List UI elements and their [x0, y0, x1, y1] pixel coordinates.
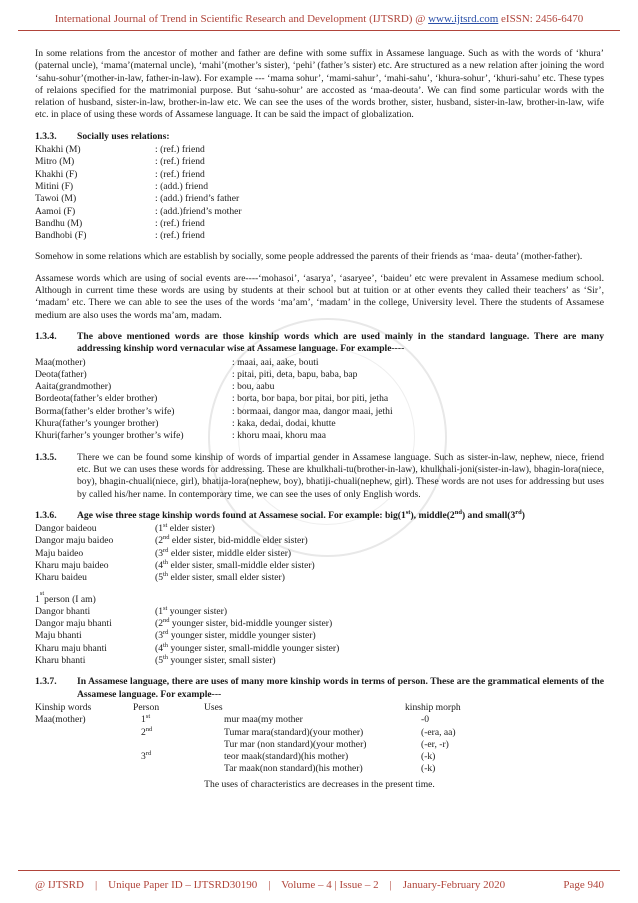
elder-sister-list: [35, 523, 604, 584]
list-item: [35, 523, 604, 535]
ordinal-sup: nd: [163, 616, 170, 624]
definition: (4th elder sister, small-middle elder sister): [155, 558, 315, 571]
morph-cell: (-era, aa): [421, 726, 456, 738]
definition: (4th younger sister, small-middle younger sister): [155, 641, 340, 654]
definition: (3rd elder sister, middle elder sister): [155, 546, 292, 559]
column-header: Kinship words: [35, 701, 92, 713]
ordinal: 2: [158, 618, 163, 630]
issn: eISSN: 2456-6470: [501, 13, 584, 25]
definition: : (ref.) friend: [155, 144, 205, 156]
section-title: Socially uses relations:: [77, 130, 170, 142]
list-item: [35, 181, 604, 193]
list-item: [35, 381, 604, 393]
gloss: younger sister, middle younger sister): [168, 630, 316, 642]
term: Kharu baideu: [35, 572, 87, 584]
term: Maju baideo: [35, 547, 84, 559]
person-label: [35, 589, 604, 606]
footer-rule: [18, 870, 620, 871]
term: Maa(mother): [35, 356, 86, 368]
ordinal: 3: [158, 630, 163, 642]
ordinal-sup: th: [163, 571, 169, 579]
definition: : (add.) friend’s father: [155, 193, 240, 205]
section-heading-134: [35, 331, 604, 356]
gloss: younger sister, bid-middle younger sister): [169, 618, 333, 630]
kinship-cell: [35, 739, 133, 751]
term: Khuri(farher’s younger brother’s wife): [35, 430, 184, 442]
term: Mitini (F): [35, 180, 74, 192]
kinship-cell: [35, 751, 133, 763]
ordinal-sup: st: [405, 508, 411, 516]
spacer: [35, 585, 604, 594]
definition: : khoru maai, khoru maa: [232, 430, 327, 442]
term: Bordeota(father’s elder brother): [35, 393, 158, 405]
gloss: younger sister, small-middle younger sister): [168, 642, 340, 654]
ordinal-sup: st: [163, 604, 168, 612]
spacer: [35, 242, 604, 251]
morph-cell: (-k): [421, 763, 436, 775]
list-item: [35, 169, 604, 181]
section-135: [35, 452, 604, 501]
definition: : maai, aai, aake, bouti: [232, 356, 319, 368]
list-item: [35, 406, 604, 418]
definition: : (ref.) friend: [155, 168, 205, 180]
ordinal-sup: st: [163, 521, 168, 529]
header-rule: [18, 30, 620, 31]
ordinal: 1: [158, 605, 163, 617]
term: Dangor maju baideo: [35, 535, 114, 547]
gloss: elder sister, small-middle elder sister): [168, 559, 315, 571]
table-row: [35, 751, 604, 763]
ordinal: 5: [158, 655, 163, 667]
ordinal: 2: [141, 726, 146, 738]
person-cell: [133, 714, 204, 726]
footer-meta: @ IJTSRD | Unique Paper ID – IJTSRD30190 | Volume – 4 | Issue – 2 | January-February 2020: [35, 879, 506, 891]
kinship-cell: [35, 727, 133, 739]
kinship-cell: [35, 763, 133, 775]
list-item: [35, 369, 604, 381]
term: Bandhu (M): [35, 217, 83, 229]
column-header: Person: [133, 701, 160, 713]
page-number: Page 940: [563, 879, 604, 891]
list-item: [35, 230, 604, 242]
list-item: [35, 193, 604, 205]
section-number: 1.3.4.: [35, 330, 57, 342]
section-title: The above mentioned words are those kinship words which are used mainly in the standard language. There are many addressing kinship word vernacular wise at Assamese language. For example----: [77, 330, 604, 355]
definition: : pitai, piti, deta, bapu, baba, bap: [232, 368, 358, 380]
section-number: 1.3.6.: [35, 509, 57, 521]
person-cell: [133, 763, 204, 775]
uses-cell: Tur mar (non standard)(your mother): [224, 738, 367, 750]
table-row: [35, 727, 604, 739]
section-title: [77, 510, 604, 522]
section-heading-136: [35, 510, 604, 522]
column-header: Uses: [204, 701, 223, 713]
gloss: younger sister, small sister): [168, 655, 276, 667]
section-title: In Assamese language, there are uses of many more kinship words in terms of person. These are the grammatical elements of the Assamese language. For example---: [77, 676, 604, 700]
ordinal-sup: rd: [163, 546, 169, 554]
list-item: [35, 206, 604, 218]
list-item: [35, 430, 604, 442]
column-header: kinship morph: [405, 701, 461, 713]
gloss: elder sister, bid-middle elder sister): [169, 535, 308, 547]
list-item: [35, 144, 604, 156]
ordinal-sup: nd: [145, 725, 153, 733]
ordinal-sup: th: [163, 558, 169, 566]
uses-cell: Tumar mara(standard)(your mother): [224, 726, 364, 738]
table-row: [35, 739, 604, 751]
list-item: [35, 630, 604, 642]
definition: : (ref.) friend: [155, 217, 205, 229]
morph-cell: (-k): [421, 751, 436, 763]
ordinal-sup: nd: [163, 534, 170, 542]
definition: (5th elder sister, small elder sister): [155, 571, 285, 584]
section-number: 1.3.5.: [35, 451, 57, 463]
uses-cell: mur maa(my mother: [224, 714, 303, 726]
title-part: ), middle(2: [410, 509, 455, 521]
term: Mitro (M): [35, 156, 75, 168]
definition: : borta, bor bapa, bor pitai, bor piti, jetha: [232, 393, 389, 405]
spacer: [35, 667, 604, 676]
person-text: person (I am): [44, 593, 96, 605]
ordinal: 1: [158, 523, 163, 535]
list-item: [35, 357, 604, 369]
section-heading-137: [35, 676, 604, 701]
ordinal: 1: [141, 714, 146, 726]
morph-cell: -0: [421, 714, 429, 726]
ordinal: 5: [158, 572, 163, 584]
definition: : (add.)friend’s mother: [155, 205, 242, 217]
person-cell: [133, 727, 204, 739]
social-paragraph-2: Assamese words which are using of social events are----‘mohasoi’, ‘asarya’, ‘asaryee’, ‘baideu’ etc were prevalent in Assamese medium school. Although in current time these words are using by students at their school but at tuition or at other events they called their teachers’ as ‘Sir’, ‘madam’ etc. There we can able to see the uses of the words ‘ma’am’, ‘madam’ in the college, University level. There the students of Assamese medium are also uses the words ma’am, madam.: [35, 272, 604, 321]
section-135-text: There we can be found some kinship of words of impartial gender in Assamese language. Such as sister-in-law, nephew, niece, friend etc. But we can uses these words for addressing. These are khulkhali-tu(brother-in-law), khulkhali-joni(sister-in-law), bhagin-lora(niece, boy), bhagin-chuali(niece, girl), bhatija-lora(nephew, boy), bhatiji-chuali(nephew, girl). These words are not uses for addressing but uses by called his/her name. In contemporary time, we can see the uses of only English words.: [77, 451, 604, 500]
ordinal-sup: rd: [515, 508, 522, 516]
person-cell: [133, 751, 204, 763]
title-part: ) and small(3: [461, 509, 516, 521]
list-item: [35, 572, 604, 584]
person-cell: [133, 739, 204, 751]
uses-cell: Tar maak(non standard)(his mother): [224, 763, 363, 775]
ordinal: 2: [158, 535, 163, 547]
table-row: [35, 714, 604, 726]
table-header-row: [35, 702, 604, 714]
term: Dangor maju bhanti: [35, 618, 112, 630]
list-item: [35, 218, 604, 230]
younger-sister-list: [35, 606, 604, 667]
ordinal: 4: [158, 642, 163, 654]
social-relations-list: [35, 144, 604, 242]
definition: : kaka, dedai, dodai, khutte: [232, 418, 336, 430]
term: Tawoi (M): [35, 193, 77, 205]
term: Deota(father): [35, 368, 87, 380]
list-item: [35, 643, 604, 655]
table-row: [35, 763, 604, 775]
morph-cell: (-er, -r): [421, 738, 449, 750]
list-item: [35, 418, 604, 430]
gloss: elder sister, small elder sister): [168, 572, 285, 584]
ordinal-sup: th: [163, 653, 169, 661]
list-item: [35, 393, 604, 405]
ordinal-sup: st: [145, 713, 151, 721]
list-item: [35, 655, 604, 667]
list-item: [35, 548, 604, 560]
definition: : (ref.) friend: [155, 156, 205, 168]
ordinal-sup: th: [163, 641, 169, 649]
definition: (1st younger sister): [155, 604, 228, 617]
ordinal: 3: [158, 547, 163, 559]
term: Khura(father’s younger brother): [35, 418, 159, 430]
ordinal: 4: [158, 559, 163, 571]
journal-url-link[interactable]: www.ijtsrd.com: [428, 13, 499, 25]
title-part: ): [521, 509, 525, 521]
term: Khakhi (F): [35, 168, 78, 180]
ordinal-sup: rd: [163, 629, 169, 637]
list-item: [35, 606, 604, 618]
list-item: [35, 156, 604, 168]
term: Khakhi (M): [35, 144, 81, 156]
term: Maju bhanti: [35, 630, 82, 642]
term: Bandhobi (F): [35, 230, 87, 242]
ordinal-sup: nd: [454, 508, 462, 516]
ordinal-sup: rd: [145, 749, 152, 757]
definition: (2nd younger sister, bid-middle younger sister): [155, 616, 333, 630]
definition: (2nd elder sister, bid-middle elder sister): [155, 534, 308, 547]
term: Kharu maju bhanti: [35, 642, 107, 654]
definition: : bou, aabu: [232, 381, 275, 393]
journal-name: International Journal of Trend in Scientific Research and Development (IJTSRD) @: [54, 13, 426, 25]
article-body: [35, 48, 604, 791]
term: Aamoi (F): [35, 205, 76, 217]
spacer: [35, 443, 604, 452]
section-heading-133: [35, 131, 604, 143]
section-number: 1.3.7.: [35, 676, 57, 688]
definition: (3rd younger sister, middle younger sister): [155, 629, 316, 642]
running-footer: [35, 879, 604, 891]
gloss: younger sister): [167, 605, 228, 617]
title-part: Age wise three stage kinship words found at Assamese social. For example: big(1: [77, 509, 406, 521]
gloss: elder sister, middle elder sister): [168, 547, 292, 559]
gloss: elder sister): [167, 523, 215, 535]
term: Dangor baideou: [35, 523, 97, 535]
term: Aaita(grandmother): [35, 381, 112, 393]
definition: (5th younger sister, small sister): [155, 653, 276, 667]
person-kinship-table: [35, 702, 604, 776]
ordinal: 1: [35, 593, 40, 605]
term: Kharu bhanti: [35, 655, 86, 667]
running-header: [0, 13, 638, 25]
definition: (1st elder sister): [155, 521, 215, 535]
ordinal: 3: [141, 751, 146, 763]
term: Dangor bhanti: [35, 605, 91, 617]
intro-paragraph: In some relations from the ancestor of mother and father are define with some suffix in Assamese language. Such as with the words of ‘khura’ (paternal uncle), ‘mama’(maternal uncle), ‘mahi’(mother’s sister), ‘pehi’ (father’s sister) etc. Are structured as a new relation after joining the word ‘sahu-sohur’(mother-in-law, father-in-law). For example --- ‘mama sohur’, ‘mami-sahur’, ‘mahi-sahu’, ‘khura-sohur’, ‘khuri-sahu’ etc. These types of relaions specified for the matrimonial purpose. But ‘sahu-sohur’ are accosted as ‘maa-deouta’. We can find some particular words with the relation of husband, sister-in-law, brother-in-law etc. We can see the uses of the words brother, sister, husband, sister-in-law, brother-in-law, wife etc. in place of using these words of Assamese language. It can be said the impact of globalization.: [35, 48, 604, 121]
kinship-cell: Maa(mother): [35, 714, 86, 726]
term: Kharu maju baideo: [35, 559, 109, 571]
definition: : (ref.) friend: [155, 230, 205, 242]
definition: : bormaai, dangor maa, dangor maai, jethi: [232, 405, 393, 417]
closing-line: The uses of characteristics are decreases in the present time.: [204, 778, 435, 790]
section-number: 1.3.3.: [35, 130, 57, 142]
term: Borma(father’s elder brother’s wife): [35, 405, 175, 417]
definition: : (add.) friend: [155, 180, 209, 192]
social-paragraph-1: Somehow in some relations which are establish by socially, some people addressed the parents of their friends as ‘maa- deuta’ (mother-father).: [35, 251, 583, 263]
list-item: [35, 535, 604, 547]
uses-cell: teor maak(standard)(his mother): [224, 751, 349, 763]
list-item: [35, 618, 604, 630]
ordinal-sup: st: [39, 589, 45, 597]
list-item: [35, 560, 604, 572]
vernacular-kinship-list: [35, 357, 604, 443]
